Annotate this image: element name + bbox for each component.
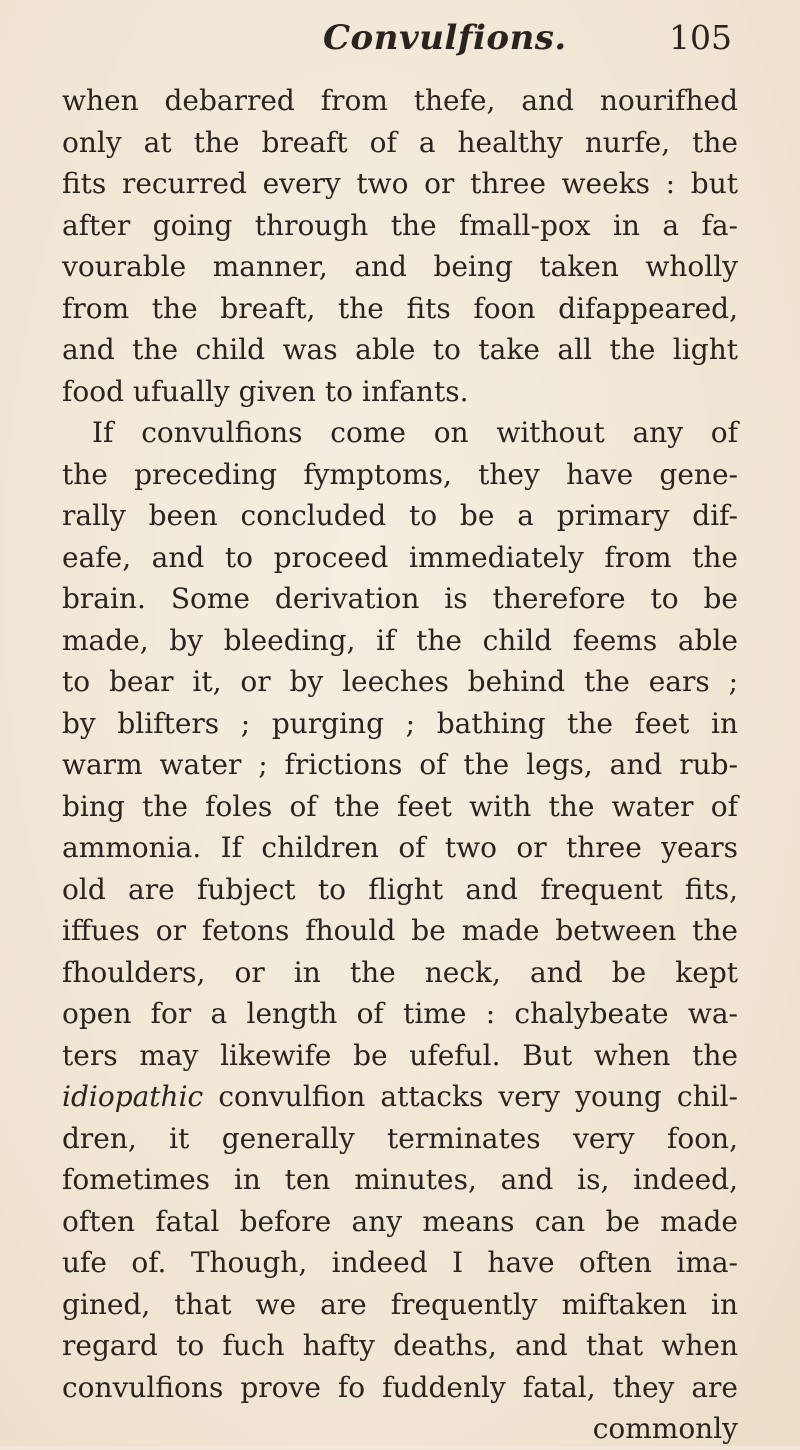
text-line-idiopathic (62, 1076, 738, 1118)
running-title: Convulfions. (323, 18, 567, 58)
text-line: vourable manner, and being taken wholly (62, 250, 738, 283)
text-line: gined, that we are frequently miftaken in (62, 1287, 738, 1321)
text-line: convulfions prove fo fuddenly fatal, they are (62, 1370, 738, 1404)
text-line: eafe, and to proceed immediately from the (62, 540, 738, 574)
text-line: brain. Some derivation is therefore to be (62, 582, 738, 615)
text-line: fhoulders, or in the neck, and be kept (62, 955, 738, 989)
text-line: to bear it, or by leeches behind the ears ; (62, 665, 738, 698)
text-line: iffues or fetons fhould be made between the (62, 914, 738, 947)
text-line: from the breaft, the fits foon difappeared, (62, 291, 738, 325)
text-line: old are fubject to flight and frequent fits, (62, 872, 738, 906)
text-line: the preceding fymptoms, they have gene- (62, 457, 738, 491)
text-line: only at the breaft of a healthy nurfe, the (62, 125, 738, 159)
italic-term: idiopathic (62, 1080, 204, 1113)
text-line-rest: convulfion attacks very young chil- (203, 1080, 738, 1113)
catchword: commonly (592, 1412, 738, 1445)
text-line: fits recurred every two or three weeks : but (62, 167, 738, 200)
text-line: ammonia. If children of two or three years (62, 831, 738, 864)
text-line: warm water ; frictions of the legs, and rub- (62, 748, 738, 781)
page-number: 105 (669, 18, 732, 57)
text-line: after going through the fmall-pox in a fa- (62, 208, 738, 242)
text-line: rally been concluded to be a primary dif- (62, 499, 738, 532)
body-text (62, 80, 738, 1450)
paragraph-start-line: If convulfions come on without any of (92, 416, 738, 449)
text-line: often fatal before any means can be made (62, 1204, 738, 1238)
text-line: dren, it generally terminates very foon, (62, 1121, 738, 1155)
text-line: open for a length of time : chalybeate wa- (62, 997, 738, 1030)
text-line: made, by bleeding, if the child feems able (62, 623, 738, 657)
running-head (0, 18, 800, 68)
text-line: ufe of. Though, indeed I have often ima- (62, 1246, 738, 1279)
text-line: ters may likewife be ufeful. But when the (62, 1038, 738, 1072)
text-line: when debarred from thefe, and nourifhed (62, 84, 738, 117)
text-line: food ufually given to infants. (62, 374, 469, 408)
text-line: bing the foles of the feet with the water of (62, 789, 738, 823)
text-line: regard to fuch hafty deaths, and that when (62, 1329, 738, 1362)
text-line: by blifters ; purging ; bathing the feet in (62, 706, 738, 740)
text-line: fometimes in ten minutes, and is, indeed, (62, 1163, 738, 1196)
text-line: and the child was able to take all the light (62, 333, 738, 366)
